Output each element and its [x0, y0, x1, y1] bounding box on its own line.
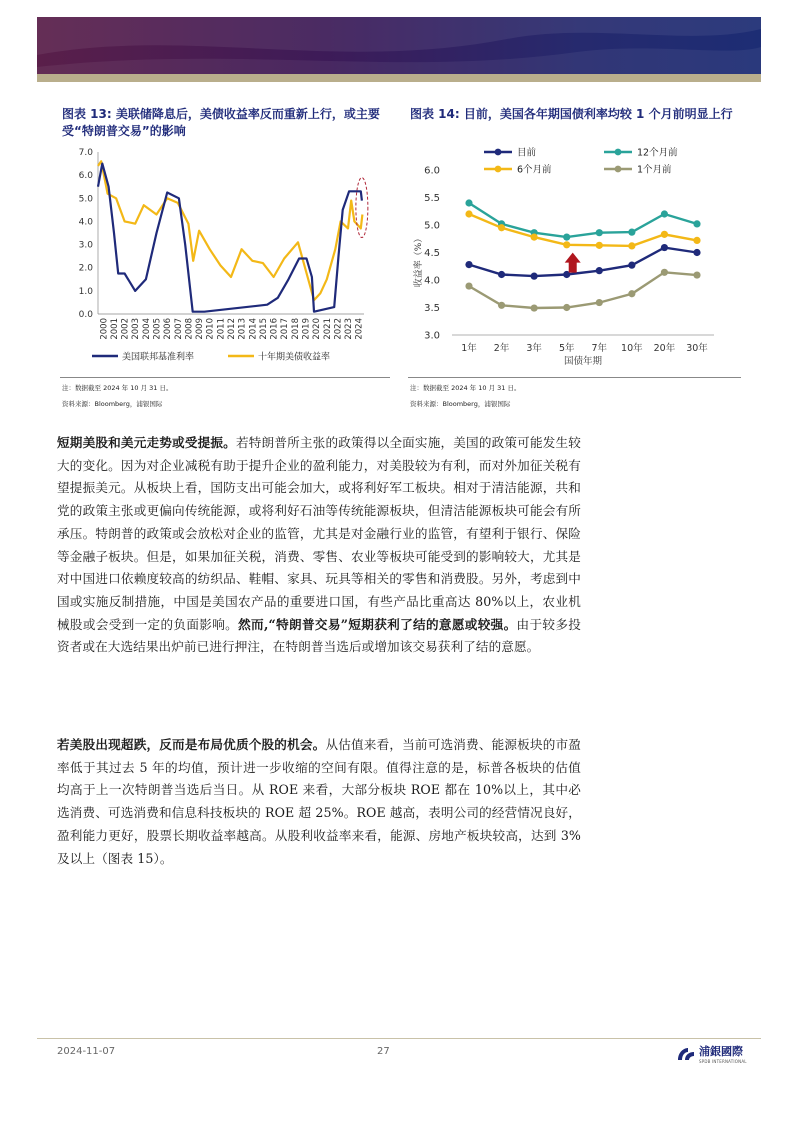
y-tick-label: 2.0 [78, 263, 93, 274]
x-tick-label: 10年 [621, 343, 643, 354]
series-1-month-ago-point [596, 299, 603, 306]
series-current-point [531, 273, 538, 280]
chart-right-rule [408, 377, 741, 378]
x-tick-label: 2002 [120, 318, 131, 340]
legend-label: 12个月前 [637, 147, 678, 159]
y-tick-label: 5.0 [78, 194, 93, 205]
figure-13-text: 美联储降息后，美债收益率反而重新上行，或主要受“特朗普交易”的影响 [62, 107, 380, 138]
y-tick-label: 1.0 [78, 286, 93, 297]
series-12-months-ago-point [563, 234, 570, 241]
chart-left-source: 资料来源：Bloomberg，浦银国际 [62, 400, 163, 408]
chart-left-rule [60, 377, 390, 378]
series-6-months-ago-point [628, 242, 635, 249]
series-12-months-ago-point [661, 210, 668, 217]
x-tick-label: 2006 [163, 318, 174, 340]
up-arrow-icon [565, 253, 581, 273]
banner-wave-graphic [37, 17, 761, 74]
chart-left-note: 注：数据截至 2024 年 10 月 31 日。 [62, 384, 173, 392]
x-tick-label: 5年 [558, 343, 575, 354]
series-6-months-ago-point [596, 242, 603, 249]
series-current-point [628, 262, 635, 269]
series-current-point [661, 244, 668, 251]
x-tick-label: 2019 [301, 318, 312, 340]
series-1-month-ago-point [628, 290, 635, 297]
x-tick-label: 7年 [591, 343, 608, 354]
series-12-months-ago-point [596, 229, 603, 236]
series-6-months-ago-point [693, 237, 700, 244]
figure-13-title [62, 106, 387, 140]
legend-marker [615, 149, 622, 156]
x-tick-label: 2001 [109, 318, 120, 340]
figure-14-title [410, 106, 740, 123]
series-12-months-ago-point [693, 220, 700, 227]
legend-label: 6个月前 [517, 164, 552, 176]
x-tick-label: 2011 [216, 318, 227, 340]
x-tick-label: 2004 [141, 318, 152, 340]
company-logo [676, 1043, 747, 1064]
figure-14-text: 目前，美国各年期国债利率均较 1 个月前明显上行 [463, 107, 733, 121]
x-tick-label: 2022 [333, 318, 344, 340]
x-tick-label: 2013 [237, 318, 248, 340]
series-1-month-ago-point [661, 269, 668, 276]
header-banner [37, 17, 761, 74]
chart-right-source: 资料来源：Bloomberg，浦银国际 [410, 400, 511, 408]
paragraph-1-heading: 短期美股和美元走势或受提振。 [57, 435, 236, 450]
series-current-point [498, 271, 505, 278]
series-1-month-ago-point [531, 304, 538, 311]
series-12-months-ago-point [465, 199, 472, 206]
x-tick-label: 2014 [248, 318, 259, 340]
series-current-point [465, 261, 472, 268]
x-tick-label: 2003 [131, 318, 142, 340]
logo-name: 浦銀國際 [699, 1045, 743, 1058]
header-gold-bar [37, 74, 761, 82]
x-tick-label: 2000 [99, 318, 110, 340]
x-tick-label: 3年 [526, 343, 542, 354]
x-tick-label: 2009 [195, 318, 206, 340]
series-6-months-ago-point [661, 231, 668, 238]
legend-label: 目前 [517, 147, 537, 159]
y-tick-label: 3.0 [78, 240, 93, 251]
paragraph-1-emphasis: 然而,“特朗普交易”短期获利了结的意愿或较强。 [238, 616, 517, 632]
y-tick-label: 6.0 [78, 171, 93, 182]
paragraph-1-text: 若特朗普所主张的政策得以全面实施，美国的政策可能发生较大的变化。因为对企业减税有助于提升企业的盈利能力，对美股较为有利，而对外加征关税有望提振美元。从板块上看，国防支出可能会加大，或将利好军工板块。相对于清洁能源，共和党的政策主张或更偏向传统能源，或将利好石油等传统能源板块，但清洁能源板块可能会有所承压。特朗普的政策或会放松对企业的监管，尤其是对金融行业的监管，有望利于银行、保险等金融子板块。但是，如果加征关税，消费、零售、农业等板块可能受到的影响较大，尤其是对中国进口依赖度较高的纺织品、鞋帽、家具、玩具等相关的零售和消费股。另外，考虑到中国或实施反制措施，中国是美国农产品的重要进口国，有些产品比重高达 80%以上，农业机械股或会受到一定的负面影响。 [57, 435, 582, 632]
figure-14-label: 图表 14: [410, 107, 460, 121]
legend-marker [495, 149, 502, 156]
legend-label: 1个月前 [637, 164, 672, 176]
paragraph-1-text-end: 由于较多投资者或在大选结果出炉前已进行押注，在特朗普当选后或增加该交易获利了结的意愿。 [57, 616, 581, 655]
y-tick-label: 5.0 [424, 220, 440, 232]
footer-date: 2024-11-07 [57, 1046, 116, 1057]
x-tick-label: 2005 [152, 318, 163, 340]
y-tick-label: 4.0 [78, 217, 93, 228]
x-tick-label: 2017 [280, 318, 291, 340]
footer-rule [37, 1038, 761, 1039]
treasury-yield-curve-chart [408, 143, 743, 373]
y-tick-label: 4.0 [424, 275, 440, 287]
series-10y-treasury-yield [98, 161, 362, 300]
y-tick-label: 5.5 [424, 193, 440, 204]
paragraph-us-stocks-dollar [57, 432, 581, 659]
series-6-months-ago-point [563, 241, 570, 248]
x-tick-label: 1年 [461, 343, 477, 354]
paragraph-oversold-opportunity [57, 734, 581, 870]
x-tick-label: 2007 [173, 318, 184, 340]
paragraph-2-heading: 若美股出现超跌，反而是布局优质个股的机会。 [57, 737, 326, 752]
series-1-month-ago-point [693, 271, 700, 278]
page-number: 27 [377, 1046, 390, 1057]
legend-label-fed: 美国联邦基准利率 [122, 352, 195, 363]
x-tick-label: 2年 [493, 343, 510, 354]
paragraph-2-text: 从估值来看，当前可选消费、能源板块的市盈率低于其过去 5 年的均值，预计进一步收缩的空间有限。值得注意的是，标普各板块的估值均高于上一次特朗普当选后当日。从 ROE 来看，大部分板块 ROE 都在 10%以上，其中必选消费、可选消费和信息科技板块的 ROE 超 25%。ROE 越高，表明公司的经营情况良好，盈利能力更好，股票长期收益率越高。从股利收益率来看，能源、房地产板块较高，达到 3%及以上（图表 15）。 [57, 737, 581, 866]
y-tick-label: 3.0 [424, 330, 440, 342]
x-tick-label: 30年 [686, 343, 708, 354]
y-tick-label: 4.5 [424, 248, 440, 259]
x-tick-label: 2024 [354, 318, 365, 340]
series-6-months-ago-point [498, 224, 505, 231]
x-tick-label: 2012 [227, 318, 237, 340]
x-tick-label: 2008 [184, 318, 195, 340]
x-tick-label: 2010 [205, 318, 216, 340]
x-tick-label: 2023 [344, 318, 355, 340]
y-tick-label: 7.0 [78, 148, 93, 158]
x-tick-label: 20年 [653, 343, 676, 354]
x-tick-label: 2020 [312, 318, 323, 340]
chart-right-note: 注：数据截至 2024 年 10 月 31 日。 [410, 384, 521, 392]
y-tick-label: 6.0 [424, 165, 440, 177]
series-6-months-ago-point [465, 210, 472, 217]
y-tick-label: 3.5 [424, 303, 440, 314]
y-tick-label: 0.0 [78, 310, 93, 320]
series-6-months-ago-point [531, 234, 538, 241]
legend-marker [495, 166, 502, 173]
figure-13-label: 图表 13: [62, 107, 112, 121]
y-axis-title: 收益率（%） [414, 233, 424, 288]
x-axis-title: 国债年期 [563, 356, 603, 367]
series-current-point [693, 249, 700, 256]
series-1-month-ago-point [498, 302, 505, 309]
fed-rate-vs-10y-chart [60, 143, 390, 368]
x-tick-label: 2015 [258, 318, 269, 340]
series-1-month-ago-point [563, 304, 570, 311]
legend-marker [615, 166, 622, 173]
x-tick-label: 2018 [290, 318, 301, 340]
logo-subtitle: SPDB INTERNATIONAL [699, 1059, 747, 1064]
series-current-point [596, 267, 603, 274]
spdb-logo-icon [676, 1046, 696, 1062]
x-tick-label: 2021 [322, 318, 333, 340]
legend-label-10y: 十年期美债收益率 [258, 352, 331, 363]
series-12-months-ago-point [628, 229, 635, 236]
series-1-month-ago-point [465, 282, 472, 289]
x-tick-label: 2016 [269, 318, 280, 340]
